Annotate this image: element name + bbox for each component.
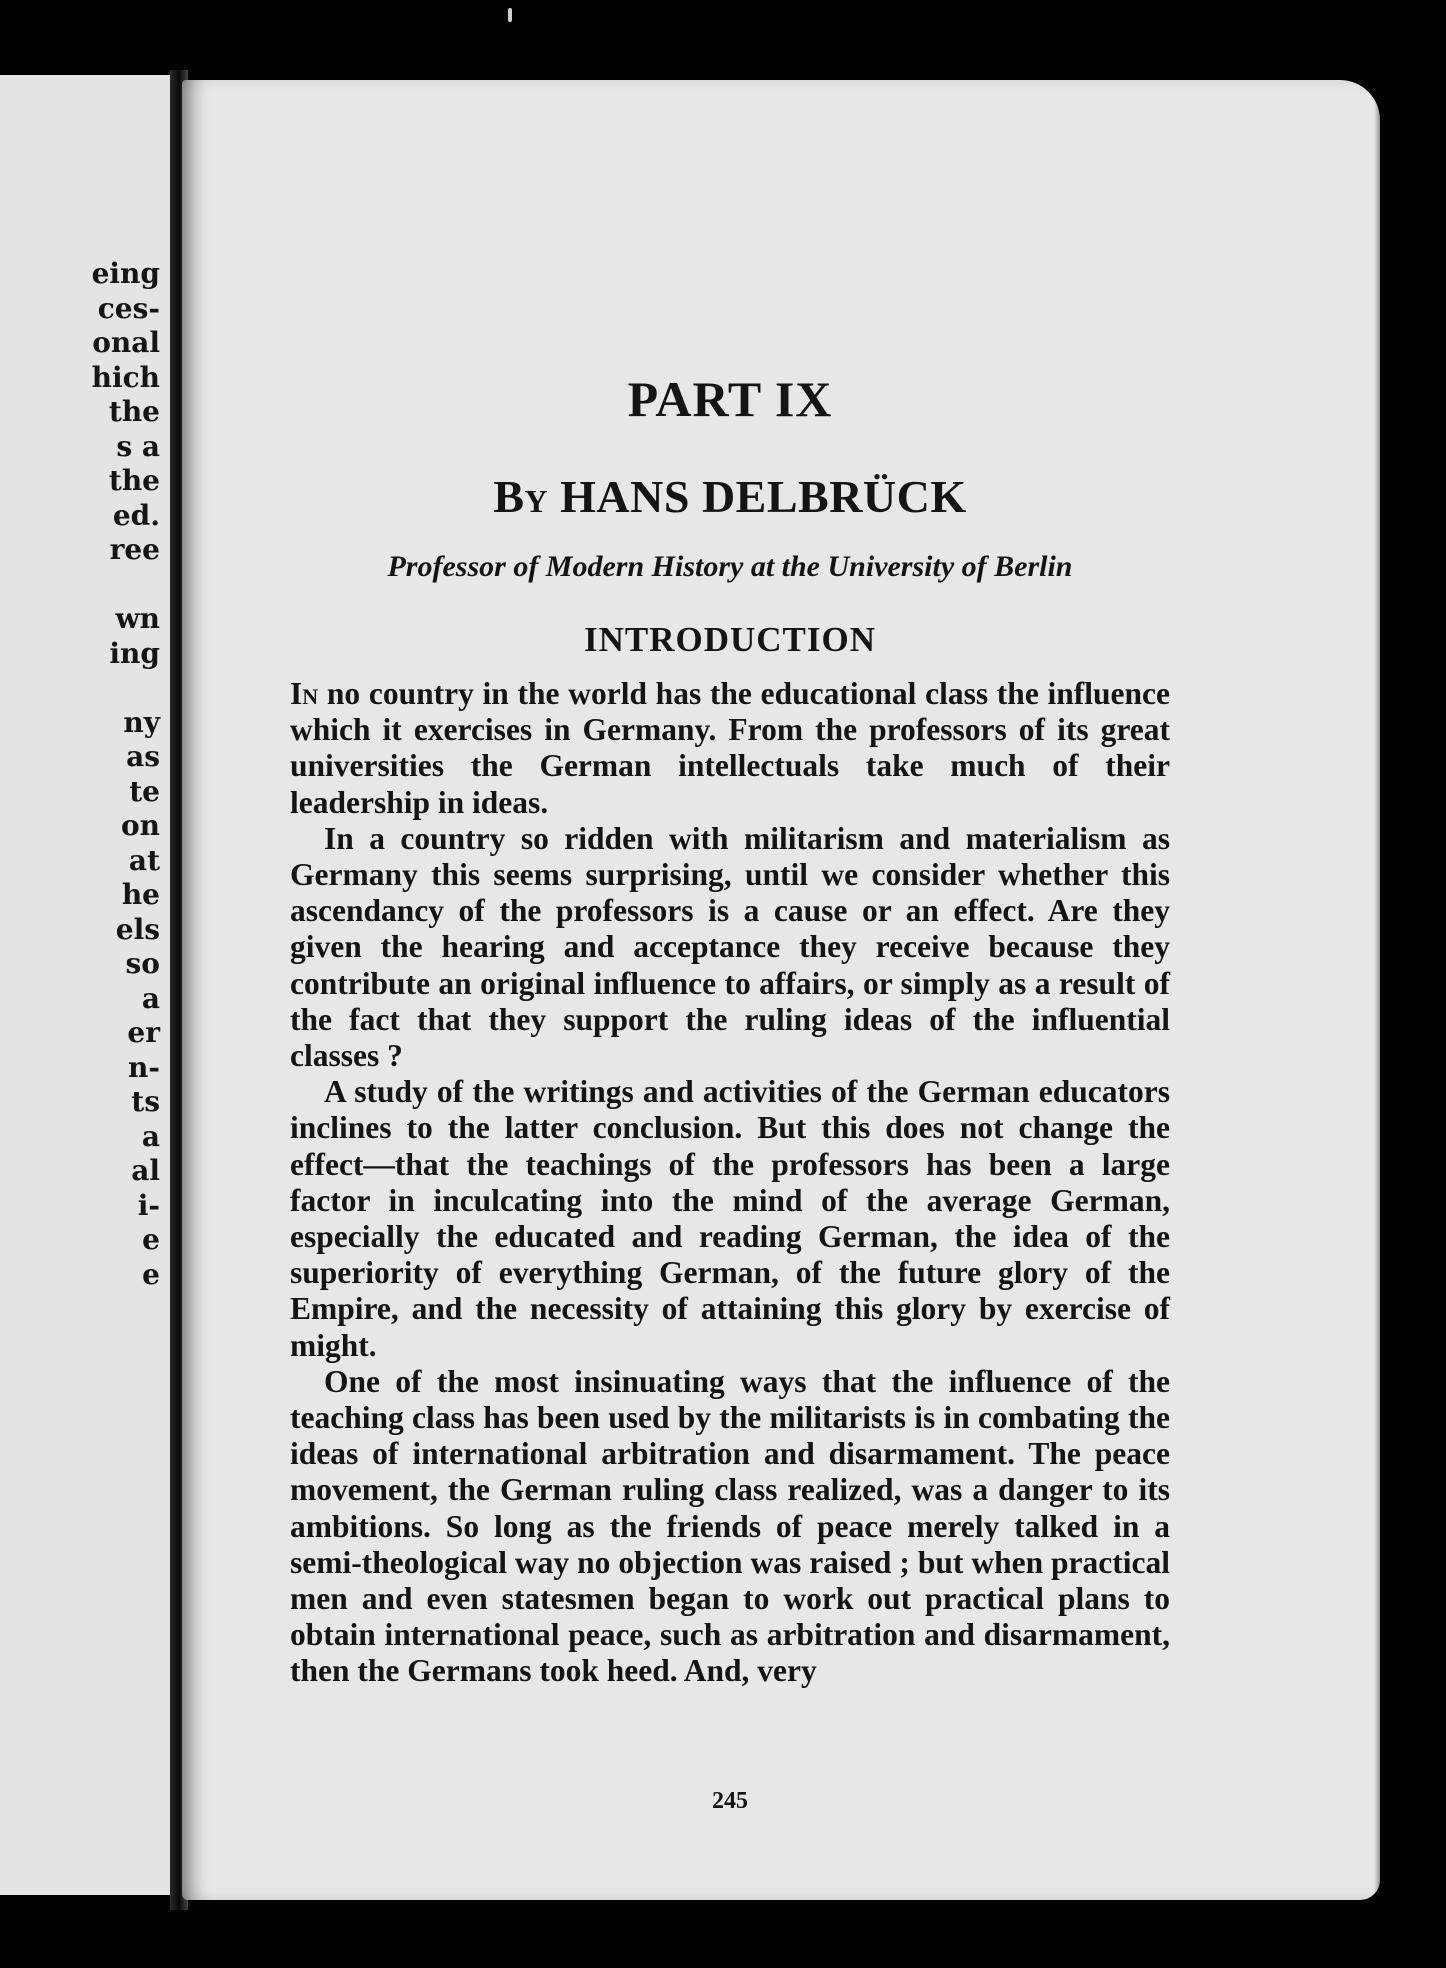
left-fragment-line — [92, 568, 160, 603]
left-fragment-line: ts — [131, 1085, 160, 1118]
left-facing-page — [0, 75, 178, 1895]
body-text — [290, 676, 1170, 1690]
paragraph-3 — [290, 1074, 1170, 1364]
left-fragment-line: s a — [116, 429, 160, 463]
left-fragment-line: hich — [91, 360, 160, 394]
left-fragment-line: the — [108, 464, 160, 497]
left-fragment-line: er — [127, 1016, 160, 1049]
author-name: HANS DELBRÜCK — [560, 471, 967, 522]
left-fragment-line: i- — [137, 1188, 160, 1222]
left-fragment-line: al — [131, 1154, 160, 1187]
paragraph-text: One of the most insinuating ways that the influence of the teaching class has been used by the militarists is in combating the ideas of international arbitration and disarmament. The peace movement, the German ruling class realized, was a danger to its ambitions. So long as the friends of peace merely talked in a semi-theological way no objection was raised ; but when practical men and even statesmen began to work out practical plans to obtain international peace, such as arbitration and disarmament, then the Germans took heed. And, very — [290, 1363, 1170, 1689]
paragraph-1 — [290, 676, 1170, 821]
part-heading: PART IX — [627, 371, 833, 427]
page-number: 245 — [712, 1788, 748, 1814]
left-fragment-line: at — [128, 843, 160, 877]
left-fragment-line: te — [129, 774, 160, 808]
left-fragment-line: a — [141, 1119, 160, 1153]
left-fragment-line: the — [108, 395, 160, 428]
left-fragment-line: as — [126, 740, 160, 773]
drop-lead: In — [290, 676, 319, 711]
author-prefix: By — [493, 471, 549, 522]
left-fragment-line: eing — [91, 257, 160, 290]
paragraph-text: A study of the writings and activities of the German educators inclines to the latter conclusion. But this does not change the effect—that the teachings of the professors has been a large factor in inculcating into the mind of the average German, especially the educated and reading German, the idea of the superiority of everything German, of the future glory of the Empire, and the necessity of attaining this glory by exercise of might. — [290, 1074, 1170, 1363]
left-fragment-line: e — [142, 1257, 160, 1291]
left-fragment-line: wn — [115, 602, 160, 635]
author-affiliation: Professor of Modern History at the University of Berlin — [387, 550, 1073, 583]
left-fragment-line: els — [115, 912, 160, 946]
left-fragment-line: onal — [92, 326, 160, 359]
left-fragment-line: ed. — [112, 498, 160, 532]
left-fragment-line: he — [121, 878, 160, 911]
left-fragment-line: ny — [123, 705, 160, 739]
left-fragment-line: ces- — [97, 291, 160, 325]
paragraph-text: In a country so ridden with militarism and materialism as Germany this seems surprising, until we consider whether this ascendancy of the professors is a cause or an effect. Are they given the hearing and acceptance they receive because they contribute an original influence to affairs, or simply as a result of the fact that they support the ruling ideas of the influential classes ? — [290, 820, 1170, 1074]
left-fragment-line: on — [120, 809, 160, 842]
section-heading: INTRODUCTION — [583, 620, 877, 659]
left-fragment-line: n- — [128, 1050, 160, 1084]
author-heading — [290, 470, 1170, 523]
left-page-text-fragments — [92, 257, 160, 1292]
paragraph-4 — [290, 1364, 1170, 1690]
paragraph-2 — [290, 821, 1170, 1074]
left-fragment-line: ing — [109, 636, 160, 670]
left-fragment-line: a — [141, 981, 160, 1015]
left-fragment-line: ree — [109, 533, 160, 566]
dust-speck — [508, 8, 512, 22]
left-fragment-line — [92, 671, 160, 706]
left-fragment-line: so — [125, 947, 160, 980]
left-fragment-line: e — [142, 1223, 160, 1256]
page-edge-shadow — [1374, 80, 1380, 1900]
right-page — [182, 80, 1380, 1900]
paragraph-text: no country in the world has the educational class the influence which it exercises in Germany. From the professors of its great universities the German intellectuals take much of their leadership in ideas. — [290, 676, 1170, 820]
